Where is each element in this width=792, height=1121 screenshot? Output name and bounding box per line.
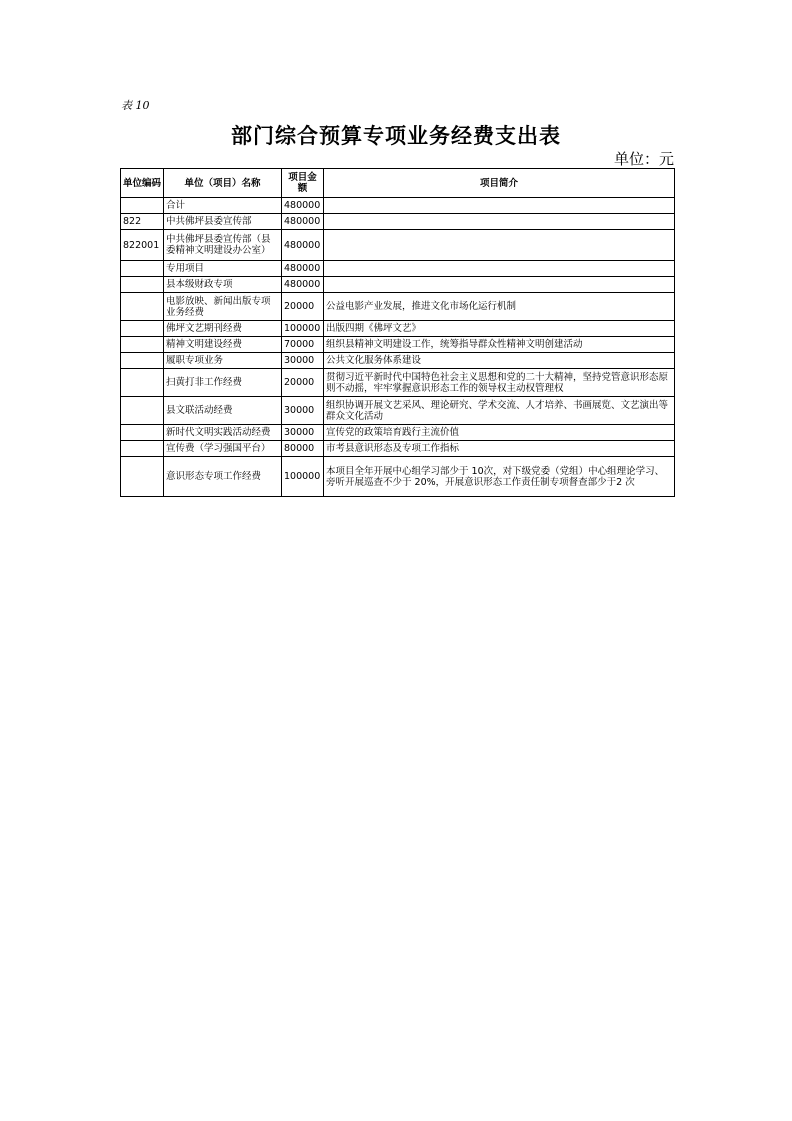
item-name-cell: 扫黄打非工作经费 xyxy=(164,369,282,397)
table-row xyxy=(121,214,675,230)
header-unit-code: 单位编码 xyxy=(121,169,164,198)
description-cell xyxy=(324,230,675,261)
unit-code-cell xyxy=(121,198,164,214)
table-body xyxy=(121,198,675,497)
description-cell: 组织协调开展文艺采风、理论研究、学术交流、人才培养、书画展览、文艺演出等群众文化活动 xyxy=(324,397,675,425)
table-row xyxy=(121,337,675,353)
amount-cell: 20000 xyxy=(282,293,324,321)
unit-code-cell xyxy=(121,353,164,369)
amount-cell: 100000 xyxy=(282,321,324,337)
header-unit-name: 单位（项目）名称 xyxy=(164,169,282,198)
item-name-cell: 新时代文明实践活动经费 xyxy=(164,425,282,441)
amount-cell: 80000 xyxy=(282,441,324,457)
unit-code-cell xyxy=(121,397,164,425)
amount-cell: 30000 xyxy=(282,425,324,441)
description-cell: 公益电影产业发展，推进文化市场化运行机制 xyxy=(324,293,675,321)
unit-code-cell: 822001 xyxy=(121,230,164,261)
amount-cell: 480000 xyxy=(282,277,324,293)
unit-code-cell xyxy=(121,369,164,397)
item-name-cell: 合计 xyxy=(164,198,282,214)
table-header-row xyxy=(121,169,675,198)
table-row xyxy=(121,198,675,214)
amount-cell: 480000 xyxy=(282,261,324,277)
description-cell: 公共文化服务体系建设 xyxy=(324,353,675,369)
item-name-cell: 中共佛坪县委宣传部（县委精神文明建设办公室） xyxy=(164,230,282,261)
item-name-cell: 宣传费（学习强国平台） xyxy=(164,441,282,457)
unit-code-cell xyxy=(121,441,164,457)
budget-table xyxy=(120,168,675,497)
description-cell xyxy=(324,198,675,214)
unit-code-cell xyxy=(121,337,164,353)
table-row xyxy=(121,261,675,277)
amount-cell: 20000 xyxy=(282,369,324,397)
description-cell: 贯彻习近平新时代中国特色社会主义思想和党的二十大精神，坚持党管意识形态原则不动摇，牢牢掌握意识形态工作的领导权主动权管理权 xyxy=(324,369,675,397)
item-name-cell: 中共佛坪县委宣传部 xyxy=(164,214,282,230)
unit-label: 单位：元 xyxy=(613,150,674,168)
amount-cell: 480000 xyxy=(282,214,324,230)
item-name-cell: 意识形态专项工作经费 xyxy=(164,457,282,497)
item-name-cell: 佛坪文艺期刊经费 xyxy=(164,321,282,337)
amount-cell: 70000 xyxy=(282,337,324,353)
unit-code-cell xyxy=(121,457,164,497)
item-name-cell: 履职专项业务 xyxy=(164,353,282,369)
unit-code-cell: 822 xyxy=(121,214,164,230)
item-name-cell: 专用项目 xyxy=(164,261,282,277)
unit-code-cell xyxy=(121,293,164,321)
page-title: 部门综合预算专项业务经费支出表 xyxy=(231,123,561,148)
description-cell xyxy=(324,214,675,230)
table-row xyxy=(121,369,675,397)
amount-cell: 30000 xyxy=(282,397,324,425)
table-row xyxy=(121,321,675,337)
item-name-cell: 精神文明建设经费 xyxy=(164,337,282,353)
table-row xyxy=(121,277,675,293)
unit-code-cell xyxy=(121,261,164,277)
amount-cell: 30000 xyxy=(282,353,324,369)
item-name-cell: 县文联活动经费 xyxy=(164,397,282,425)
table-row xyxy=(121,293,675,321)
table-row xyxy=(121,397,675,425)
unit-code-cell xyxy=(121,321,164,337)
unit-code-cell xyxy=(121,425,164,441)
amount-cell: 480000 xyxy=(282,230,324,261)
description-cell xyxy=(324,261,675,277)
description-cell: 本项目全年开展中心组学习部少于 10次，对下级党委（党组）中心组理论学习、旁听开展巡查不少于 20%，开展意识形态工作责任制专项督查部少于2 次 xyxy=(324,457,675,497)
header-amount: 项目金额 xyxy=(282,169,324,198)
amount-cell: 100000 xyxy=(282,457,324,497)
description-cell: 宣传党的政策培育践行主流价值 xyxy=(324,425,675,441)
table-number: 表 10 xyxy=(121,99,150,112)
header-description: 项目简介 xyxy=(324,169,675,198)
description-cell: 市考县意识形态及专项工作指标 xyxy=(324,441,675,457)
table-row xyxy=(121,457,675,497)
item-name-cell: 电影放映、新闻出版专项业务经费 xyxy=(164,293,282,321)
table-row xyxy=(121,441,675,457)
table-row xyxy=(121,230,675,261)
table-row xyxy=(121,353,675,369)
description-cell: 出版四期《佛坪文艺》 xyxy=(324,321,675,337)
item-name-cell: 县本级财政专项 xyxy=(164,277,282,293)
unit-code-cell xyxy=(121,277,164,293)
amount-cell: 480000 xyxy=(282,198,324,214)
table-row xyxy=(121,425,675,441)
description-cell: 组织县精神文明建设工作，统筹指导群众性精神文明创建活动 xyxy=(324,337,675,353)
description-cell xyxy=(324,277,675,293)
